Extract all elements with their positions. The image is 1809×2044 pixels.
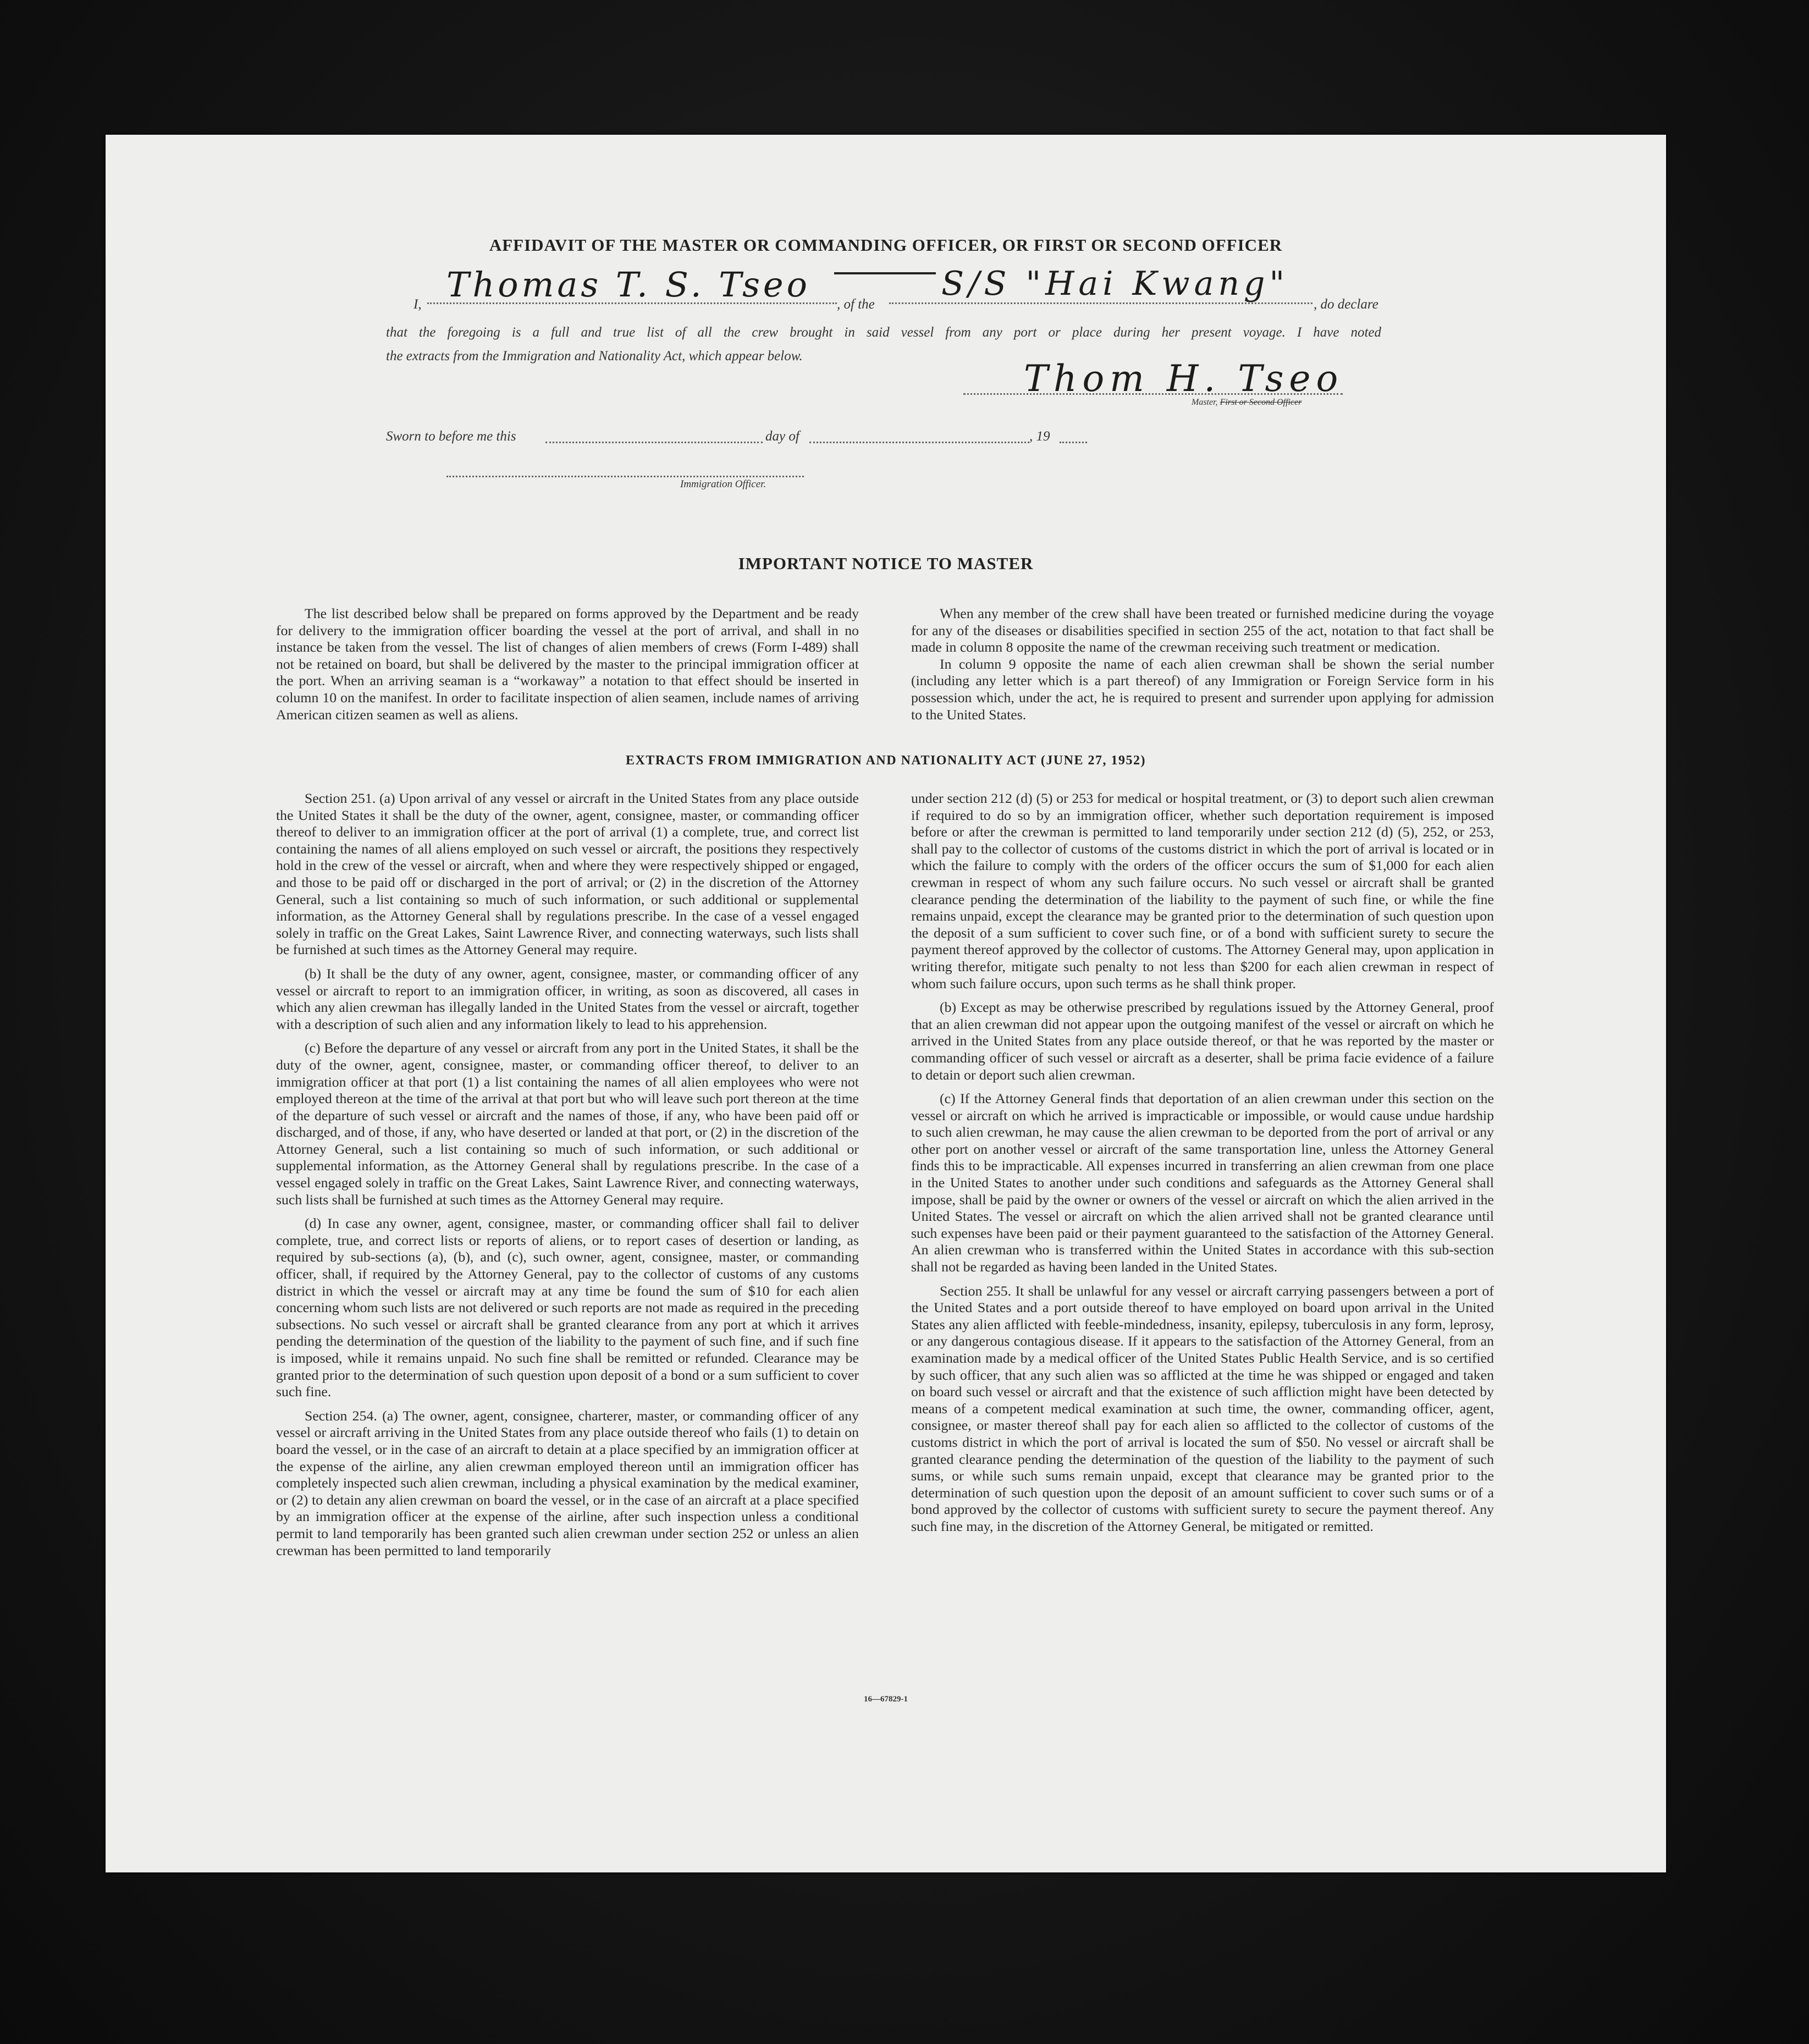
extracts-right-column — [911, 790, 1494, 1535]
signature-role-master: Master, — [1192, 398, 1218, 407]
sworn-day-line — [545, 436, 763, 443]
notice-right-paragraph-2: In column 9 opposite the name of each alien crewman shall be shown the serial number (including any letter which is a part thereof) of any Immigration or Foreign Service form in his possession which, under the act, he is required to present and surrender upon applying for admission to the United States. — [911, 655, 1494, 723]
section-251-b: (b) It shall be the duty of any owner, agent, consignee, master, or commanding officer of any vessel or aircraft to report to an immigration officer, in writing, as soon as discovered, all cases in which any alien crewman has illegally landed in the United States from the vessel or aircraft, together with a description of such alien and any information likely to lead to his apprehension. — [276, 965, 859, 1032]
extracts-left-column — [276, 790, 859, 1559]
notice-title: IMPORTANT NOTICE TO MASTER — [738, 554, 1034, 573]
of-the-label: , of the — [837, 297, 875, 312]
i-label: I, — [413, 297, 422, 312]
sworn-year-line — [1060, 436, 1087, 443]
day-of-label: day of — [765, 429, 799, 444]
sworn-label: Sworn to before me this — [386, 429, 516, 444]
section-251-c: (c) Before the departure of any vessel or aircraft from any port in the United States, it shall be the duty of the owner, agent, consignee, master, or commanding officer thereof, to deliver to an immigration officer at that port (1) a list containing the names of all alien employees who were not employed thereon at the time of the arrival at that port but who will leave such port thereon at the time of the departure of such vessel or aircraft and the names of those, if any, who have been paid off or discharged, and of those, if any, who have deserted or landed at that port, or (2) in the discretion of the Attorney General, such a list containing so much of such information, or such additional or supplemental information, as the Attorney General shall by regulations prescribe. In the case of a vessel engaged solely in traffic on the Great Lakes, Saint Lawrence River, and connecting waterways, such lists shall be furnished at such times as the Attorney General may require. — [276, 1040, 859, 1208]
section-251-d: (d) In case any owner, agent, consignee, master, or commanding officer shall fail to deliver complete, true, and correct lists or reports of aliens, or to report cases of desertion or landing, as required by sub-sections (a), (b), and (c), such owner, agent, consignee, master, or commanding officer, shall, if required by the Attorney General, pay to the collector of customs of any customs district in which the vessel or aircraft may at any time be found the sum of $10 for each alien concerning whom such lists are not delivered or such reports are not made as required in the preceding subsections. No such vessel or aircraft shall be granted clearance from any port at which it arrives pending the determination of the question of the liability to the payment of such fine, and if such fine is imposed, while it remains unpaid. No such fine shall be remitted or refunded. Clearance may be granted prior to the determination of such question upon deposit of a bond or a sum sufficient to cover such fine. — [276, 1215, 859, 1400]
immigration-officer-label: Immigration Officer. — [680, 478, 766, 490]
immigration-officer-line — [446, 470, 804, 477]
statement-line-2: the extracts from the Immigration and Nationality Act, which appear below. — [386, 349, 803, 363]
section-254-a-continued: under section 212 (d) (5) or 253 for medical or hospital treatment, or (3) to deport such alien crewman if required to do so by an immigration officer, whether such deportation requirement is imposed before or after the crewman is permitted to land temporarily under section 212 (d) (5), 252, or 253, shall pay to the collector of customs of the customs district in which the port of arrival is located or in which the failure to comply with the orders of the officer occurs the sum of $1,000 for each alien crewman in respect of whom any such failure occurs. No such vessel or aircraft shall be granted clearance pending the determination of the liability to the payment of such fine, or while the fine remains unpaid, except the clearance may be granted prior to the determination of such question upon the deposit of a sum sufficient to cover such fine, or of a bond with sufficient surety to secure the payment thereof approved by the collector of customs. The Attorney General may, upon application in writing therefor, mitigate such penalty to not less than $200 for each alien crewman in respect of whom such failure occurs, upon such terms as he shall think proper. — [911, 790, 1494, 991]
document-page — [106, 135, 1666, 1872]
extracts-title: EXTRACTS FROM IMMIGRATION AND NATIONALITY ACT (JUNE 27, 1952) — [626, 753, 1146, 768]
notice-right-paragraph-1: When any member of the crew shall have been treated or furnished medicine during the voyage for any of the diseases or disabilities specified in section 255 of the act, notation to that fact shall be made in column 8 opposite the name of the crewman receiving such treatment or medication. — [911, 605, 1494, 655]
section-251-a: Section 251. (a) Upon arrival of any vessel or aircraft in the United States from any place outside the United States it shall be the duty of the owner, agent, consignee, master, or commanding officer thereof to deliver to an immigration officer at the port of arrival (1) a complete, true, and correct list containing the names of all aliens employed on such vessel or aircraft, the positions they respectively hold in the crew of the vessel or aircraft, when and where they were respectively shipped or engaged, and those to be paid off or discharged in the port of arrival; or (2) in the discretion of the Attorney General, such a list containing so much of such information, or such additional or supplemental information, as the Attorney General shall by regulations prescribe. In the case of a vessel engaged solely in traffic on the Great Lakes, Saint Lawrence River, and connecting waterways, such lists shall be furnished at such times as the Attorney General may require. — [276, 790, 859, 958]
signature-role — [1192, 398, 1301, 407]
section-255: Section 255. It shall be unlawful for any vessel or aircraft carrying passengers between a port of the United States and a port outside thereof to have employed on board upon arrival in the United States any alien afflicted with feeble-mindedness, insanity, epilepsy, tuberculosis in any form, leprosy, or any dangerous contagious disease. If it appears to the satisfaction of the Attorney General, from an examination made by a medical officer of the United States Public Health Service, and is so certified by such officer, that any such alien was so afflicted at the time he was shipped or engaged and taken on board such vessel or aircraft and that the existence of such affliction might have been detected by means of a competent medical examination at such time, the owner, commanding officer, agent, consignee, or master thereof shall pay for each alien so afflicted to the collector of customs of the customs district in which the port of arrival is located the sum of $50. No vessel or aircraft shall be granted clearance pending the determination of the question of the liability to the payment of such sums, or while such sums remain unpaid, except that clearance may be granted prior to the determination of such question upon the deposit of an amount sufficient to cover such sums or of a bond approved by the collector of customs with sufficient surety to secure the payment thereof. Any such fine may, in the discretion of the Attorney General, be mitigated or remitted. — [911, 1282, 1494, 1534]
affidavit-title: AFFIDAVIT OF THE MASTER OR COMMANDING OFFICER, OR FIRST OR SECOND OFFICER — [489, 235, 1283, 255]
signature-role-struck: First or Second Officer — [1220, 398, 1302, 407]
form-number: 16—67829-1 — [864, 1695, 908, 1704]
master-name-handwritten: Thomas T. S. Tseo — [446, 265, 810, 305]
do-declare-label: , do declare — [1314, 297, 1378, 312]
section-254-c: (c) If the Attorney General finds that deportation of an alien crewman under this section on the vessel or aircraft on which he arrived is impracticable or impossible, or would cause undue hardship to such alien crewman, he may cause the alien crewman to be deported from the port of arrival or any other port on another vessel or aircraft of the same transportation line, unless the Attorney General finds this to be impracticable. All expenses incurred in transferring an alien crewman from one place in the United States to another under such conditions and safeguards as the Attorney General shall impose, shall be paid by the owner or owners of the vessel or aircraft on which the alien arrived in the United States. The vessel or aircraft on which the alien arrived shall not be granted clearance until such expenses have been paid or their payment guaranteed to the satisfaction of the Attorney General. An alien crewman who is transferred within the United States in accordance with this sub-section shall not be regarded as having been landed in the United States. — [911, 1090, 1494, 1275]
master-signature: Thom H. Tseo — [1024, 357, 1344, 400]
sworn-month-line — [809, 436, 1029, 443]
title-rule — [834, 272, 936, 274]
vessel-name-handwritten: S/S "Hai Kwang" — [941, 265, 1289, 303]
year-label: , 19 — [1029, 429, 1050, 444]
statement-line-1: that the foregoing is a full and true list of all the crew brought in said vessel from any port or place during her present voyage. I have noted — [386, 325, 1381, 340]
notice-left-column — [276, 605, 859, 723]
section-254-a: Section 254. (a) The owner, agent, consignee, charterer, master, or commanding officer of any vessel or aircraft arriving in the United States from any place outside thereof who fails (1) to detain on board the vessel, or in the case of an aircraft to detain at a place specified by an immigration officer at the expense of the airline, any alien crewman employed thereon until an immigration officer has completely inspected such alien crewman, including a physical examination by the medical examiner, or (2) to detain any alien crewman on board the vessel, or in the case of an aircraft at a place specified by an immigration officer at the expense of the airline, after such inspection unless a conditional permit to land temporarily has been granted such alien crewman under section 252 or unless an alien crewman has been permitted to land temporarily — [276, 1407, 859, 1558]
section-254-b: (b) Except as may be otherwise prescribed by regulations issued by the Attorney General, proof that an alien crewman did not appear upon the outgoing manifest of the vessel or aircraft on which he arrived in the United States from any place outside thereof, or that he was reported by the master or commanding officer of such vessel or aircraft as a deserter, shall be prima facie evidence of a failure to detain or deport such alien crewman. — [911, 999, 1494, 1083]
notice-right-column — [911, 605, 1494, 723]
notice-left-paragraph: The list described below shall be prepared on forms approved by the Department and be ready for delivery to the immigration officer boarding the vessel at the port of arrival, and shall in no instance be taken from the vessel. The list of changes of alien members of crews (Form I-489) shall not be retained on board, but shall be delivered by the master to the principal immigration officer at the port. When an arriving seaman is a “workaway” a notation to that effect should be inserted in column 10 on the manifest. In order to facilitate inspection of alien seamen, include names of arriving American citizen seamen as well as aliens. — [276, 605, 859, 723]
